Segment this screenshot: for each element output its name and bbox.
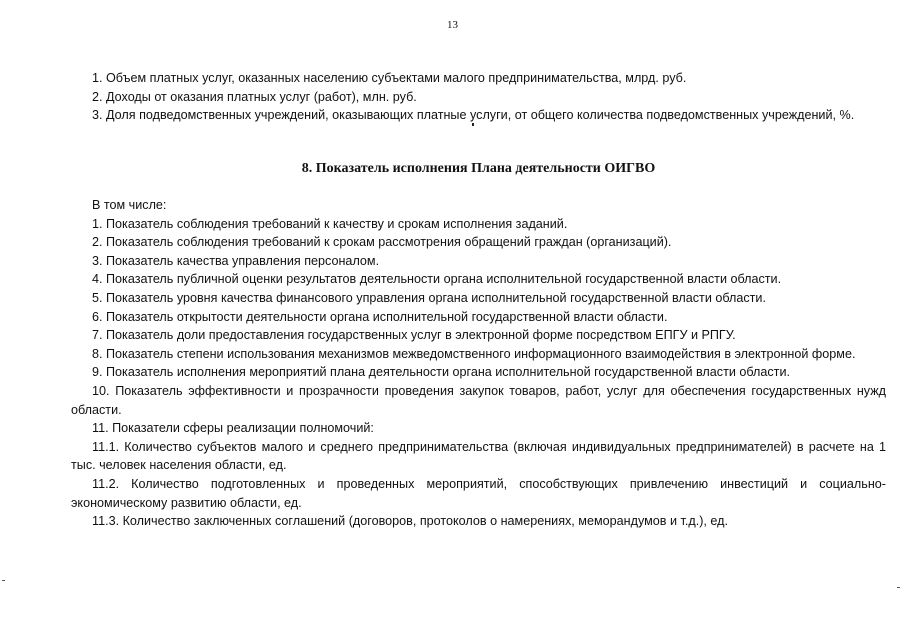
- paid-services-list: [71, 69, 886, 125]
- list-item: 2. Доходы от оказания платных услуг (работ), млн. руб.: [92, 89, 417, 104]
- list-item: 3. Доля подведомственных учреждений, оказывающих платные услуги, от общего количества подведомственных учреждений, %.: [92, 108, 855, 123]
- list-item: 11. Показатели сферы реализации полномочий:: [92, 421, 374, 436]
- list-item: 11.3. Количество заключенных соглашений (договоров, протоколов о намерениях, меморандумов и т.д.), ед.: [92, 514, 728, 529]
- list-item: 6. Показатель открытости деятельности органа исполнительной государственной власти области.: [92, 309, 668, 324]
- list-item: 5. Показатель уровня качества финансового управления органа исполнительной государственной власти области.: [92, 290, 766, 305]
- list-item: 11.2. Количество подготовленных и проведенных мероприятий, способствующих привлечению инвестиций и социально-экономическому развитию области, ед.: [71, 476, 886, 510]
- stray-mark: [472, 123, 474, 126]
- intro-text: В том числе:: [92, 198, 167, 212]
- list-item: 8. Показатель степени использования механизмов межведомственного информационного взаимодействия в электронной форме.: [92, 346, 856, 361]
- scan-edge-mark: [2, 580, 5, 581]
- list-item: 9. Показатель исполнения мероприятий плана деятельности органа исполнительной государственной власти области.: [92, 365, 790, 380]
- page-number: 13: [447, 19, 458, 31]
- list-item: 3. Показатель качества управления персоналом.: [92, 253, 380, 268]
- list-item: 1. Объем платных услуг, оказанных населению субъектами малого предпринимательства, млрд. руб.: [92, 71, 687, 85]
- indicator-list: [71, 196, 886, 531]
- list-item: 4. Показатель публичной оценки результатов деятельности органа исполнительной государственной власти области.: [92, 272, 782, 287]
- list-item: 1. Показатель соблюдения требований к качеству и срокам исполнения заданий.: [92, 216, 568, 231]
- section-heading: 8. Показатель исполнения Плана деятельности ОИГВО: [301, 161, 656, 176]
- list-item: 11.1. Количество субъектов малого и среднего предпринимательства (включая индивидуальных предпринимателей) в расчете на 1 тыс. человек населения области, ед.: [71, 439, 886, 473]
- list-item: 7. Показатель доли предоставления государственных услуг в электронной форме посредством ЕПГУ и РПГУ.: [92, 328, 736, 343]
- scan-edge-mark: [897, 587, 900, 588]
- list-item: 2. Показатель соблюдения требований к срокам рассмотрения обращений граждан (организаций).: [92, 235, 672, 250]
- list-item: 10. Показатель эффективности и прозрачности проведения закупок товаров, работ, услуг для обеспечения государственных нужд области.: [71, 383, 886, 417]
